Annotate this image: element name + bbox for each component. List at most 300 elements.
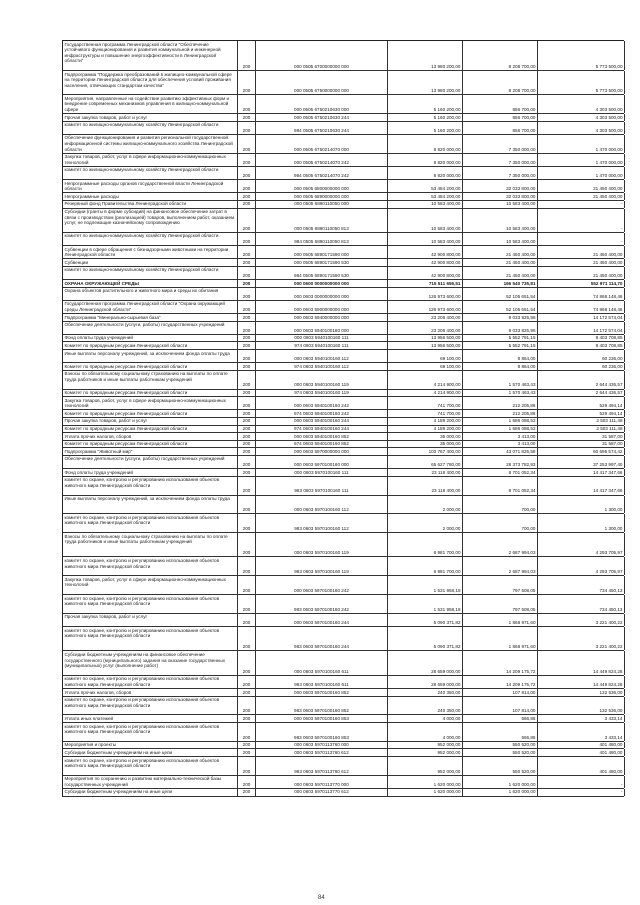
- row-name-cell: Мероприятия и проекты: [63, 742, 238, 749]
- row-name-cell: Государственная программа Ленинградской области "Обеспечение устойчивого функционирования и развития коммунальной и инженерной инфраструктуры и повышение энергоэффективности в Ленинградской области": [63, 41, 238, 70]
- row-executed-cell: 550 520,00: [463, 749, 538, 756]
- row-remaining-cell: 74 868 148,46: [538, 288, 625, 300]
- row-classification-cell: 000 0603 5970100160 112: [256, 496, 388, 514]
- row-name-cell: Иные выплаты персоналу учреждений, за исключением фонда оплаты труда: [63, 496, 238, 514]
- row-remaining-cell: 3 433,14: [538, 715, 625, 722]
- row-executed-cell: 1 868 971,60: [463, 614, 538, 626]
- row-executed-cell: 21 450 400,00: [463, 267, 538, 279]
- row-code-cell: 200: [238, 448, 256, 455]
- row-classification-cell: 000 0505 6890110050 000: [256, 201, 388, 208]
- row-approved-cell: 6 981 700,00: [388, 533, 463, 556]
- row-remaining-cell: 2 503 111,48: [538, 418, 625, 425]
- row-classification-cell: 983 0603 5970100160 119: [256, 557, 388, 575]
- row-remaining-cell: 529 494,14: [538, 410, 625, 417]
- row-name-cell: Прочая закупка товаров, работ и услуг: [63, 114, 238, 121]
- row-executed-cell: 2 687 994,03: [463, 533, 538, 556]
- row-remaining-cell: 1 470 000,00: [538, 154, 625, 166]
- row-remaining-cell: -: [538, 201, 625, 208]
- row-code-cell: 200: [238, 122, 256, 134]
- row-name-cell: Обеспечение функционирования и развития региональной государственной информационной системы жилищно-коммунального хозяйства Ленинградской области: [63, 135, 238, 153]
- row-executed-cell: 856 700,00: [463, 95, 538, 113]
- row-name-cell: комитет по охране, контролю и регулированию использования объектов животного мира Ленинградской области: [63, 723, 238, 741]
- row-executed-cell: 107 814,00: [463, 697, 538, 715]
- row-classification-cell: 000 0603 5940100160 111: [256, 335, 388, 342]
- row-name-cell: Охрана объектов растительного и животного мира и среды их обитания: [63, 288, 238, 300]
- row-name-cell: Уплата прочих налогов, сборов: [63, 689, 238, 696]
- row-classification-cell: 000 0603 5940000000 000: [256, 314, 388, 321]
- row-executed-cell: 1 570 463,43: [463, 371, 538, 389]
- row-classification-cell: 000 0603 5970100160 000: [256, 456, 388, 468]
- row-executed-cell: 7 350 000,00: [463, 154, 538, 166]
- row-classification-cell: 000 0603 5940100160 242: [256, 397, 388, 409]
- row-name-cell: комитет по охране, контролю и регулированию использования объектов животного мира Ленинградской области: [63, 627, 238, 650]
- row-executed-cell: 7 350 000,00: [463, 135, 538, 153]
- row-remaining-cell: 14 449 824,28: [538, 676, 625, 688]
- row-remaining-cell: 1 470 000,00: [538, 167, 625, 179]
- row-approved-cell: 952 000,00: [388, 757, 463, 775]
- row-approved-cell: 5 160 200,00: [388, 122, 463, 134]
- row-executed-cell: 21 450 400,00: [463, 259, 538, 266]
- row-classification-cell: 000 0505 6890171590 530: [256, 259, 388, 266]
- row-classification-cell: 000 0603 5940100160 244: [256, 418, 388, 425]
- row-name-cell: Непрограммные расходы: [63, 193, 238, 200]
- row-classification-cell: 000 0603 0000000000 000: [256, 288, 388, 300]
- row-name-cell: Взносы по обязательному социальному страхованию на выплаты по оплате труда работников и иные выплаты работникам учреждений: [63, 533, 238, 556]
- row-classification-cell: 984 0505 6750210630 244: [256, 122, 388, 134]
- row-name-cell: Комитет по природным ресурсам Ленинградской области: [63, 363, 238, 370]
- row-approved-cell: 4 189 200,00: [388, 426, 463, 433]
- row-code-cell: 200: [238, 496, 256, 514]
- row-remaining-cell: 21 450 400,00: [538, 267, 625, 279]
- row-executed-cell: 14 209 175,72: [463, 676, 538, 688]
- row-executed-cell: 8 864,00: [463, 363, 538, 370]
- row-approved-cell: 69 100,00: [388, 363, 463, 370]
- table-row: [63, 533, 624, 557]
- row-classification-cell: 974 0603 5940100160 119: [256, 390, 388, 397]
- table-row: [63, 288, 624, 301]
- row-classification-cell: 983 0603 5970100160 112: [256, 514, 388, 532]
- row-classification-cell: 000 0603 5970100160 111: [256, 469, 388, 476]
- row-remaining-cell: -: [538, 776, 625, 788]
- row-remaining-cell: 8 403 708,85: [538, 335, 625, 342]
- row-classification-cell: 000 0603 5970100160 852: [256, 689, 388, 696]
- row-executed-cell: 166 540 735,81: [463, 280, 538, 287]
- row-classification-cell: 983 0603 5970100160 853: [256, 723, 388, 741]
- row-executed-cell: 8 208 700,00: [463, 71, 538, 94]
- table-row: [63, 41, 624, 71]
- row-executed-cell: 856 700,00: [463, 114, 538, 121]
- row-executed-cell: 52 105 651,54: [463, 288, 538, 300]
- row-name-cell: Фонд оплаты труда учреждений: [63, 335, 238, 342]
- table-row: [63, 418, 624, 426]
- table-row: [63, 576, 624, 595]
- row-classification-cell: 983 0603 5970113760 612: [256, 757, 388, 775]
- row-executed-cell: 1 686 088,52: [463, 426, 538, 433]
- table-row: [63, 441, 624, 449]
- row-code-cell: 200: [238, 410, 256, 417]
- row-approved-cell: 53 484 200,00: [388, 180, 463, 192]
- row-executed-cell: 797 508,05: [463, 576, 538, 594]
- row-executed-cell: 212 205,86: [463, 397, 538, 409]
- row-approved-cell: 13 980 200,00: [388, 41, 463, 70]
- row-name-cell: Субвенции: [63, 259, 238, 266]
- row-name-cell: Мероприятия по сохранению и развитию материально-технической базы государственных учреждений: [63, 776, 238, 788]
- row-code-cell: 200: [238, 246, 256, 258]
- row-name-cell: комитет по охране, контролю и регулированию использования объектов животного мира Ленинградской области: [63, 676, 238, 688]
- table-row: [63, 135, 624, 154]
- row-classification-cell: 000 0505 6800000000 000: [256, 180, 388, 192]
- row-name-cell: Субсидии бюджетным учреждениям на иные цели: [63, 749, 238, 756]
- row-approved-cell: 42 900 800,00: [388, 267, 463, 279]
- row-remaining-cell: 734 450,13: [538, 576, 625, 594]
- row-code-cell: 200: [238, 433, 256, 440]
- row-approved-cell: 952 000,00: [388, 749, 463, 756]
- row-name-cell: Фонд оплаты труда учреждений: [63, 469, 238, 476]
- table-row: [63, 267, 624, 280]
- table-row: [63, 557, 624, 576]
- row-approved-cell: 42 900 800,00: [388, 259, 463, 266]
- page-number: 84: [318, 895, 325, 901]
- row-executed-cell: 52 105 651,54: [463, 301, 538, 313]
- row-approved-cell: 240 350,00: [388, 689, 463, 696]
- row-classification-cell: 984 0505 6890171590 530: [256, 267, 388, 279]
- row-approved-cell: 13 956 500,00: [388, 335, 463, 342]
- row-executed-cell: 28 373 782,93: [463, 456, 538, 468]
- row-classification-cell: 000 0603 5970113760 612: [256, 749, 388, 756]
- row-remaining-cell: 74 868 148,46: [538, 301, 625, 313]
- row-approved-cell: 2 000,00: [388, 514, 463, 532]
- row-approved-cell: 4 189 200,00: [388, 418, 463, 425]
- row-code-cell: 200: [238, 576, 256, 594]
- row-classification-cell: 983 0603 5970100160 611: [256, 676, 388, 688]
- table-row: [63, 209, 624, 233]
- row-code-cell: 200: [238, 71, 256, 94]
- row-classification-cell: 000 0505 6890171590 000: [256, 246, 388, 258]
- row-classification-cell: 000 0505 6750210630 000: [256, 95, 388, 113]
- row-code-cell: 200: [238, 697, 256, 715]
- table-row: [63, 477, 624, 496]
- row-name-cell: Закупка товаров, работ, услуг в сфере информационно-коммуникационных технологий: [63, 576, 238, 594]
- row-approved-cell: 741 700,00: [388, 410, 463, 417]
- row-remaining-cell: 21 450 400,00: [538, 180, 625, 192]
- row-approved-cell: 10 583 400,00: [388, 233, 463, 245]
- row-remaining-cell: 401 480,00: [538, 742, 625, 749]
- row-approved-cell: 1 620 000,00: [388, 789, 463, 796]
- row-executed-cell: 550 520,00: [463, 757, 538, 775]
- row-classification-cell: 000 0505 6890000000 000: [256, 193, 388, 200]
- row-classification-cell: 974 0603 5940100160 111: [256, 342, 388, 349]
- row-remaining-cell: 132 536,00: [538, 697, 625, 715]
- row-code-cell: 200: [238, 233, 256, 245]
- row-classification-cell: 000 0603 5940100160 112: [256, 350, 388, 362]
- row-executed-cell: 5 552 791,15: [463, 335, 538, 342]
- table-row: [63, 180, 624, 193]
- row-approved-cell: 2 000,00: [388, 496, 463, 514]
- row-code-cell: 200: [238, 514, 256, 532]
- row-code-cell: 200: [238, 193, 256, 200]
- row-approved-cell: 42 900 800,00: [388, 246, 463, 258]
- row-code-cell: 200: [238, 676, 256, 688]
- budget-execution-table: [62, 40, 624, 797]
- row-name-cell: комитет по охране, контролю и регулированию использования объектов животного мира Ленинградской области: [63, 595, 238, 613]
- table-row: [63, 301, 624, 314]
- row-remaining-cell: 14 172 574,04: [538, 314, 625, 321]
- table-row: [63, 154, 624, 167]
- row-classification-cell: 974 0603 5940100160 242: [256, 410, 388, 417]
- row-code-cell: 200: [238, 167, 256, 179]
- row-code-cell: 200: [238, 397, 256, 409]
- row-name-cell: Комитет по природным ресурсам Ленинградской области: [63, 441, 238, 448]
- row-executed-cell: 1 686 088,52: [463, 418, 538, 425]
- row-classification-cell: 984 0505 6750214070 242: [256, 167, 388, 179]
- row-code-cell: 200: [238, 689, 256, 696]
- row-classification-cell: 000 0603 5970100160 242: [256, 576, 388, 594]
- table-row: [63, 350, 624, 363]
- row-name-cell: Мероприятия, направленные на содействие развитию эффективных форм и внедрение современных механизмов управления в жилищно-коммунальной сфере: [63, 95, 238, 113]
- row-classification-cell: 983 0603 5970100160 852: [256, 697, 388, 715]
- table-row: [63, 676, 624, 689]
- row-approved-cell: 69 100,00: [388, 350, 463, 362]
- row-executed-cell: 8 701 052,34: [463, 469, 538, 476]
- table-row: [63, 723, 624, 742]
- row-approved-cell: 5 090 371,82: [388, 614, 463, 626]
- row-name-cell: комитет по охране, контролю и регулированию использования объектов животного мира Ленинградской области: [63, 477, 238, 495]
- row-executed-cell: 43 071 825,58: [463, 448, 538, 455]
- table-row: [63, 71, 624, 95]
- table-row: [63, 496, 624, 515]
- row-remaining-cell: 60 695 574,42: [538, 448, 625, 455]
- row-executed-cell: 9 033 825,96: [463, 314, 538, 321]
- table-row: [63, 456, 624, 469]
- row-code-cell: 200: [238, 314, 256, 321]
- row-approved-cell: 103 767 400,00: [388, 448, 463, 455]
- table-row: [63, 167, 624, 180]
- row-approved-cell: 35 000,00: [388, 433, 463, 440]
- table-row: [63, 280, 624, 288]
- row-remaining-cell: 21 450 400,00: [538, 259, 625, 266]
- table-row: [63, 426, 624, 434]
- table-row: [63, 246, 624, 259]
- row-executed-cell: 8 701 052,34: [463, 477, 538, 495]
- table-row: [63, 201, 624, 209]
- row-classification-cell: 000 0603 5970000000 000: [256, 448, 388, 455]
- row-executed-cell: 566,86: [463, 723, 538, 741]
- row-classification-cell: 983 0603 5970100160 111: [256, 477, 388, 495]
- row-executed-cell: 700,00: [463, 514, 538, 532]
- row-name-cell: Закупка товаров, работ, услуг в сфере информационно-коммуникационных технологий: [63, 154, 238, 166]
- row-remaining-cell: 5 773 500,00: [538, 41, 625, 70]
- row-code-cell: 200: [238, 456, 256, 468]
- table-row: [63, 363, 624, 371]
- row-remaining-cell: 4 293 705,97: [538, 533, 625, 556]
- table-row: [63, 595, 624, 614]
- row-approved-cell: 1 531 958,18: [388, 576, 463, 594]
- row-code-cell: 200: [238, 533, 256, 556]
- row-code-cell: 200: [238, 135, 256, 153]
- row-executed-cell: 700,00: [463, 496, 538, 514]
- row-classification-cell: 983 0603 5970100160 242: [256, 595, 388, 613]
- row-executed-cell: 1 570 463,43: [463, 390, 538, 397]
- row-classification-cell: 000 0505 6750214070 000: [256, 135, 388, 153]
- row-code-cell: 200: [238, 776, 256, 788]
- row-code-cell: 200: [238, 742, 256, 749]
- row-remaining-cell: 1 300,00: [538, 514, 625, 532]
- row-executed-cell: 10 583 400,00: [463, 233, 538, 245]
- row-classification-cell: 000 0600 0000000000 000: [256, 280, 388, 287]
- row-code-cell: 200: [238, 469, 256, 476]
- row-remaining-cell: -: [538, 233, 625, 245]
- row-code-cell: 200: [238, 426, 256, 433]
- row-remaining-cell: 401 480,00: [538, 757, 625, 775]
- row-approved-cell: 13 956 500,00: [388, 342, 463, 349]
- row-name-cell: Обеспечение деятельности (услуги, работы) государственных учреждений: [63, 456, 238, 468]
- row-remaining-cell: 14 417 347,66: [538, 469, 625, 476]
- row-approved-cell: 23 206 400,00: [388, 322, 463, 334]
- table-row: [63, 114, 624, 122]
- row-remaining-cell: 8 403 708,85: [538, 342, 625, 349]
- table-row: [63, 433, 624, 441]
- row-classification-cell: 000 0505 6750000000 000: [256, 71, 388, 94]
- row-code-cell: 200: [238, 651, 256, 674]
- row-classification-cell: 000 0505 6890110050 813: [256, 209, 388, 232]
- row-approved-cell: 28 659 000,00: [388, 676, 463, 688]
- row-remaining-cell: -: [538, 789, 625, 796]
- row-name-cell: Государственная программа Ленинградской области "Охрана окружающей среды Ленинградской области": [63, 301, 238, 313]
- row-name-cell: Взносы по обязательному социальному страхованию на выплаты по оплате труда работников и иные выплаты работникам учреждений: [63, 371, 238, 389]
- row-code-cell: 200: [238, 418, 256, 425]
- row-code-cell: 200: [238, 267, 256, 279]
- row-approved-cell: 23 118 400,00: [388, 469, 463, 476]
- row-name-cell: Субсидии бюджетным учреждениям на иные цели: [63, 789, 238, 796]
- row-approved-cell: 23 118 400,00: [388, 477, 463, 495]
- row-code-cell: 200: [238, 614, 256, 626]
- row-name-cell: комитет по жилищно-коммунальному хозяйству Ленинградской области: [63, 122, 238, 134]
- row-code-cell: 200: [238, 789, 256, 796]
- row-code-cell: 200: [238, 301, 256, 313]
- row-code-cell: 200: [238, 95, 256, 113]
- row-executed-cell: 9 033 825,96: [463, 322, 538, 334]
- row-remaining-cell: 552 971 114,70: [538, 280, 625, 287]
- table-row: [63, 371, 624, 390]
- row-name-cell: Резервный фонд Правительства Ленинградской области: [63, 201, 238, 208]
- row-remaining-cell: 14 417 347,66: [538, 477, 625, 495]
- table-row: [63, 614, 624, 627]
- row-classification-cell: 000 0603 5970100160 611: [256, 651, 388, 674]
- row-remaining-cell: 4 303 500,00: [538, 114, 625, 121]
- row-remaining-cell: 4 303 500,00: [538, 122, 625, 134]
- row-name-cell: комитет по охране, контролю и регулированию использования объектов животного мира Ленинградской области: [63, 757, 238, 775]
- row-remaining-cell: 31 587,00: [538, 441, 625, 448]
- row-executed-cell: 2 687 994,03: [463, 557, 538, 575]
- row-name-cell: Прочая закупка товаров, работ и услуг: [63, 614, 238, 626]
- row-executed-cell: 14 209 175,72: [463, 651, 538, 674]
- row-name-cell: комитет по охране, контролю и регулированию использования объектов животного мира Ленинградской области: [63, 557, 238, 575]
- row-name-cell: комитет по охране, контролю и регулированию использования объектов животного мира Ленинградской области: [63, 514, 238, 532]
- row-approved-cell: 1 620 000,00: [388, 776, 463, 788]
- row-name-cell: комитет по жилищно-коммунальному хозяйству Ленинградской области: [63, 167, 238, 179]
- row-remaining-cell: 1 300,00: [538, 496, 625, 514]
- row-code-cell: 200: [238, 390, 256, 397]
- table-row: [63, 651, 624, 675]
- row-remaining-cell: 21 450 400,00: [538, 193, 625, 200]
- row-executed-cell: 3 413,00: [463, 441, 538, 448]
- row-executed-cell: 1 620 000,00: [463, 789, 538, 796]
- row-code-cell: 200: [238, 477, 256, 495]
- row-approved-cell: 4 214 900,00: [388, 371, 463, 389]
- row-remaining-cell: 2 503 111,48: [538, 426, 625, 433]
- row-code-cell: 200: [238, 114, 256, 121]
- row-name-cell: комитет по охране, контролю и регулированию использования объектов животного мира Ленинградской области: [63, 697, 238, 715]
- row-code-cell: 200: [238, 723, 256, 741]
- row-approved-cell: 5 160 200,00: [388, 114, 463, 121]
- table-row: [63, 757, 624, 776]
- table-row: [63, 259, 624, 267]
- row-classification-cell: 000 0603 5970100160 119: [256, 533, 388, 556]
- row-approved-cell: 240 350,00: [388, 697, 463, 715]
- row-executed-cell: 3 413,00: [463, 433, 538, 440]
- row-approved-cell: 126 973 600,00: [388, 288, 463, 300]
- row-remaining-cell: 14 449 824,28: [538, 651, 625, 674]
- row-name-cell: Подпрограмма "Животный мир": [63, 448, 238, 455]
- row-name-cell: Субсидии (гранты в форме субсидий) на финансовое обеспечение затрат в связи с производством (реализацией) товаров, выполнением работ, оказанием услуг, не подлежащие казначейскому сопровождению: [63, 209, 238, 232]
- row-code-cell: 200: [238, 441, 256, 448]
- row-approved-cell: 5 090 371,82: [388, 627, 463, 650]
- row-classification-cell: 984 0505 6890110050 813: [256, 233, 388, 245]
- row-remaining-cell: 1 470 000,00: [538, 135, 625, 153]
- row-classification-cell: 983 0603 5970100160 244: [256, 627, 388, 650]
- row-code-cell: 200: [238, 280, 256, 287]
- row-remaining-cell: 132 536,00: [538, 689, 625, 696]
- row-executed-cell: 8 864,00: [463, 350, 538, 362]
- row-name-cell: Уплата иных платежей: [63, 715, 238, 722]
- table-row: [63, 193, 624, 201]
- row-remaining-cell: 21 450 400,00: [538, 246, 625, 258]
- table-row: [63, 314, 624, 322]
- row-approved-cell: 4 000,00: [388, 715, 463, 722]
- row-remaining-cell: 37 253 997,40: [538, 456, 625, 468]
- row-code-cell: 200: [238, 371, 256, 389]
- row-executed-cell: 10 583 400,00: [463, 201, 538, 208]
- row-name-cell: Подпрограмма "Поддержка преобразований в жилищно-коммунальной сфере на территории Ленинградской области для обеспечения условий проживания населения, отвечающих стандартам качества": [63, 71, 238, 94]
- row-classification-cell: 974 0603 5940100160 244: [256, 426, 388, 433]
- row-code-cell: 200: [238, 201, 256, 208]
- row-name-cell: Прочая закупка товаров, работ и услуг: [63, 418, 238, 425]
- row-code-cell: 200: [238, 363, 256, 370]
- row-executed-cell: 212 205,86: [463, 410, 538, 417]
- row-classification-cell: 974 0603 5940100160 852: [256, 441, 388, 448]
- row-name-cell: Иные выплаты персоналу учреждений, за исключением фонда оплаты труда: [63, 350, 238, 362]
- row-code-cell: 200: [238, 627, 256, 650]
- row-name-cell: Комитет по природным ресурсам Ленинградской области: [63, 342, 238, 349]
- row-code-cell: 200: [238, 259, 256, 266]
- row-code-cell: 200: [238, 749, 256, 756]
- row-classification-cell: 000 0603 5970113770 000: [256, 776, 388, 788]
- row-approved-cell: 5 160 200,00: [388, 95, 463, 113]
- row-executed-cell: 797 508,05: [463, 595, 538, 613]
- row-name-cell: Закупка товаров, работ, услуг в сфере информационно-коммуникационных технологий: [63, 397, 238, 409]
- row-name-cell: Непрограммные расходы органов государственной власти Ленинградской области: [63, 180, 238, 192]
- row-executed-cell: 1 868 971,60: [463, 627, 538, 650]
- row-code-cell: 200: [238, 557, 256, 575]
- table-row: [63, 448, 624, 456]
- row-approved-cell: 23 206 400,00: [388, 314, 463, 321]
- table-row: [63, 514, 624, 533]
- row-executed-cell: 7 350 000,00: [463, 167, 538, 179]
- row-name-cell: Комитет по природным ресурсам Ленинградской области: [63, 426, 238, 433]
- row-executed-cell: 1 620 000,00: [463, 776, 538, 788]
- table-row: [63, 233, 624, 246]
- row-classification-cell: 000 0603 5970100160 244: [256, 614, 388, 626]
